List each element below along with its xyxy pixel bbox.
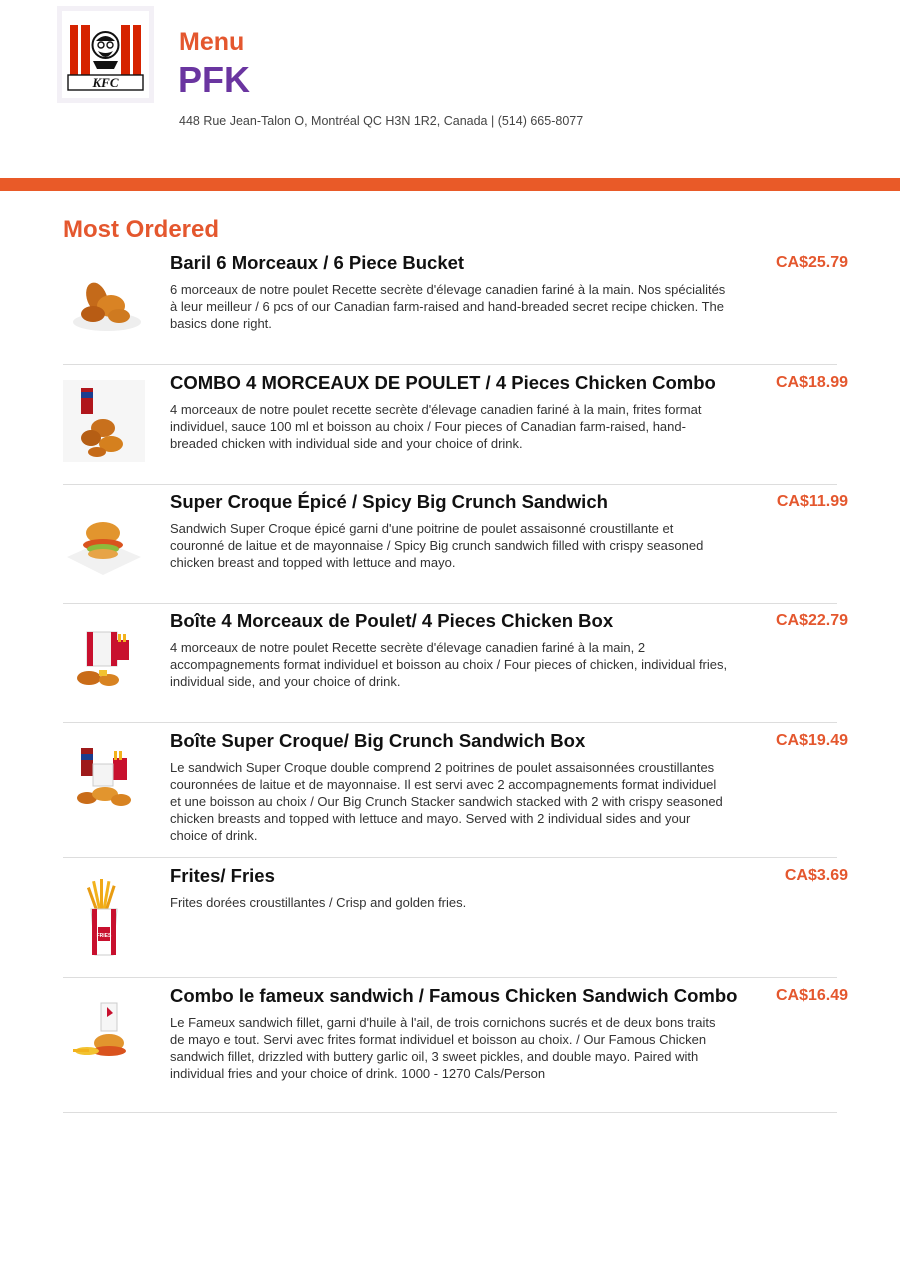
kfc-logo bbox=[57, 6, 154, 103]
item-name: Combo le fameux sandwich / Famous Chicken Sandwich Combo bbox=[170, 985, 738, 1006]
menu-item[interactable] bbox=[63, 491, 848, 604]
item-price: CA$11.99 bbox=[776, 493, 848, 510]
item-name: COMBO 4 MORCEAUX DE POULET / 4 Pieces Chicken Combo bbox=[170, 372, 716, 393]
menu-item[interactable] bbox=[63, 372, 848, 485]
fries-image bbox=[63, 875, 145, 957]
svg-text:KFC: KFC bbox=[92, 75, 119, 90]
item-price: CA$16.49 bbox=[775, 987, 848, 1004]
fried-chicken-pieces-image bbox=[63, 260, 145, 342]
restaurant-address: 448 Rue Jean-Talon O, Montréal QC H3N 1R2, Canada | (514) 665-8077 bbox=[179, 114, 584, 128]
menu-item[interactable] bbox=[63, 610, 848, 723]
svg-text:FRIES: FRIES bbox=[96, 933, 112, 939]
item-description: 4 morceaux de notre poulet recette secrète d'élevage canadien fariné à la main, frites format individuel, sauce 100 ml et boisson au choix / Four pieces of Canadian farm-raised, hand-breaded chicken with individual side and your choice of drink. bbox=[170, 402, 702, 451]
item-description: Frites dorées croustillantes / Crisp and golden fries. bbox=[170, 895, 467, 910]
item-price: CA$19.49 bbox=[775, 732, 848, 749]
item-name: Baril 6 Morceaux / 6 Piece Bucket bbox=[170, 252, 465, 273]
menu-item[interactable] bbox=[63, 865, 848, 978]
menu-item[interactable] bbox=[63, 252, 848, 365]
chicken-combo-with-drink-image bbox=[63, 380, 145, 462]
menu-item[interactable] bbox=[63, 730, 848, 858]
famous-sandwich-combo-image bbox=[63, 993, 145, 1075]
item-price: CA$25.79 bbox=[775, 254, 848, 271]
item-name: Frites/ Fries bbox=[170, 865, 275, 886]
menu-item[interactable] bbox=[63, 985, 848, 1113]
item-price: CA$3.69 bbox=[784, 867, 848, 884]
spicy-sandwich-image bbox=[63, 499, 145, 581]
restaurant-name: PFK bbox=[178, 59, 250, 100]
item-description: Sandwich Super Croque épicé garni d'une poitrine de poulet assaisonné croustillante et couronné de laitue et de mayonnaise / Spicy Big crunch sandwich filled with crispy seasoned chicken breast and topped with lettuce and mayo. bbox=[170, 521, 704, 570]
item-description: Le sandwich Super Croque double comprend 2 poitrines de poulet assaisonnées croustillantes couronnées de laitue et de mayonnaise. Il est servi avec 2 accompagnements format individuel et une boisson au choix / Our Big Crunch Stacker sandwich stacked with 2 with crispy seasoned chicken breasts and topped with lettuce and mayo. Served with 2 individual sides and your choice of drink. bbox=[170, 760, 723, 843]
item-price: CA$22.79 bbox=[775, 612, 848, 629]
kfc-logo-icon bbox=[62, 11, 149, 98]
item-description: 4 morceaux de notre poulet Recette secrète d'élevage canadien fariné à la main, 2 accompagnements format individuel et boisson au choix / Four pieces of chicken, individual fries, individual side, and your choice of drink. bbox=[170, 640, 728, 689]
item-description: 6 morceaux de notre poulet Recette secrète d'élevage canadien fariné à la main. Nos spécialités à leur meilleur / 6 pcs of our Canadian farm-raised and hand-breaded secret recipe chicken. The basics done right. bbox=[170, 282, 726, 331]
menu-label: Menu bbox=[179, 28, 245, 56]
restaurant-header bbox=[0, 0, 900, 178]
section-title: Most Ordered bbox=[63, 216, 220, 243]
chicken-box-image bbox=[63, 618, 145, 700]
item-price: CA$18.99 bbox=[775, 374, 848, 391]
item-name: Boîte 4 Morceaux de Poulet/ 4 Pieces Chicken Box bbox=[170, 610, 614, 631]
item-description: Le Fameux sandwich fillet, garni d'huile à l'ail, de trois cornichons sucrés et de deux bons traits de mayo e tout. Servi avec frites format individuel et boisson au choix. / Our Famous Chicken sandwich fillet, drizzled with buttery garlic oil, 3 sweet pickles, and double mayo. Paired with individual fries and your choice of drink. 1000 - 1270 Cals/Person bbox=[170, 1015, 716, 1081]
header-divider-bar bbox=[0, 178, 900, 191]
item-name: Boîte Super Croque/ Big Crunch Sandwich Box bbox=[170, 730, 586, 751]
item-name: Super Croque Épicé / Spicy Big Crunch Sandwich bbox=[170, 491, 608, 512]
sandwich-box-image bbox=[63, 738, 145, 820]
